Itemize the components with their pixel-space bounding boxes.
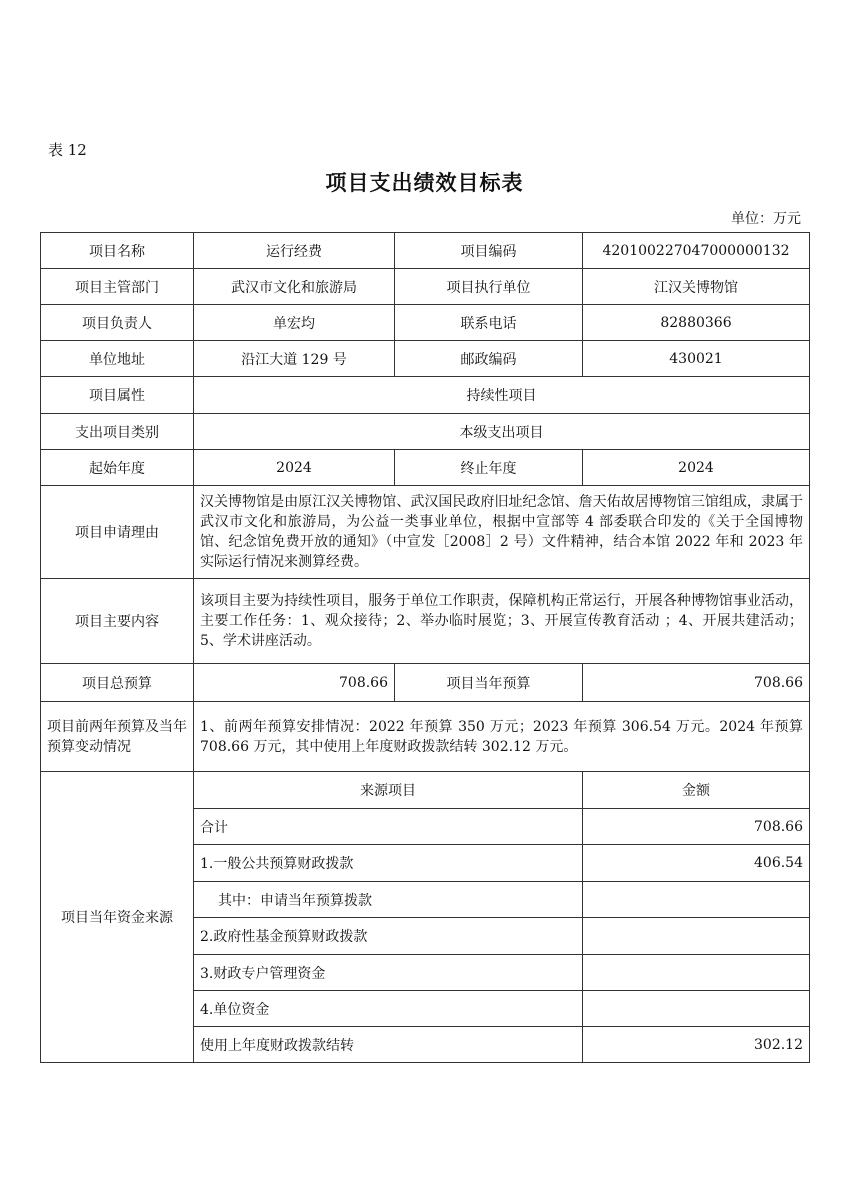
change-value: 1、前两年预算安排情况：2022 年预算 350 万元；2023 年预算 306.54 万元。2024 年预算 708.66 万元，其中使用上年度财政拨款结转 302.12 万元。 <box>194 702 810 772</box>
leader-value: 单宏均 <box>194 305 395 341</box>
attr-value: 持续性项目 <box>194 377 810 414</box>
funding-amount <box>583 955 810 991</box>
dept-value: 武汉市文化和旅游局 <box>194 269 395 305</box>
end-label: 终止年度 <box>395 450 583 486</box>
dept-label: 项目主管部门 <box>41 269 194 305</box>
content-value: 该项目主要为持续性项目，服务于单位工作职责，保障机构正常运行，开展各种博物馆事业活动，主要工作任务：1、观众接待；2、举办临时展览；3、开展宣传教育活动 ；4、开展共建活动；5、学术讲座活动。 <box>194 579 810 664</box>
table-number: 表 12 <box>48 141 87 159</box>
phone-label: 联系电话 <box>395 305 583 341</box>
cat-value: 本级支出项目 <box>194 414 810 450</box>
content-label: 项目主要内容 <box>41 579 194 664</box>
funding-amount <box>583 991 810 1027</box>
exec-value: 江汉关博物馆 <box>583 269 810 305</box>
page-title: 项目支出绩效目标表 <box>325 170 524 195</box>
table-row <box>41 450 810 486</box>
name-value: 运行经费 <box>194 233 395 269</box>
table-row <box>41 772 810 809</box>
exec-label: 项目执行单位 <box>395 269 583 305</box>
funding-source: 4.单位资金 <box>194 991 583 1027</box>
table-row <box>41 341 810 377</box>
funding-amount <box>583 918 810 955</box>
reason-value: 汉关博物馆是由原江汉关博物馆、武汉国民政府旧址纪念馆、詹天佑故居博物馆三馆组成，隶属于武汉市文化和旅游局，为公益一类事业单位，根据中宣部等 4 部委联合印发的《关于全国博物馆、纪念馆免费开放的通知》（中宣发［2008］2 号）文件精神，结合本馆 2022 年和 2023 年实际运行情况来测算经费。 <box>194 486 810 579</box>
table-row <box>41 269 810 305</box>
funding-amount <box>583 882 810 918</box>
table-row <box>41 702 810 772</box>
funding-header-amount: 金额 <box>583 772 810 809</box>
total-value: 708.66 <box>194 664 395 702</box>
phone-value: 82880366 <box>583 305 810 341</box>
funding-label: 项目当年资金来源 <box>41 772 194 1063</box>
year-label: 项目当年预算 <box>395 664 583 702</box>
table-row <box>41 414 810 450</box>
addr-value: 沿江大道 129 号 <box>194 341 395 377</box>
table-row <box>41 305 810 341</box>
start-value: 2024 <box>194 450 395 486</box>
name-label: 项目名称 <box>41 233 194 269</box>
addr-label: 单位地址 <box>41 341 194 377</box>
funding-source: 1.一般公共预算财政拨款 <box>194 845 583 882</box>
funding-header-source: 来源项目 <box>194 772 583 809</box>
table-row <box>41 579 810 664</box>
funding-source: 2.政府性基金预算财政拨款 <box>194 918 583 955</box>
table-row <box>41 233 810 269</box>
funding-amount: 302.12 <box>583 1027 810 1063</box>
performance-target-table <box>40 232 810 1063</box>
post-label: 邮政编码 <box>395 341 583 377</box>
total-label: 项目总预算 <box>41 664 194 702</box>
unit-label: 单位：万元 <box>731 211 801 227</box>
table-row <box>41 377 810 414</box>
funding-source: 合计 <box>194 809 583 845</box>
start-label: 起始年度 <box>41 450 194 486</box>
end-value: 2024 <box>583 450 810 486</box>
funding-source: 3.财政专户管理资金 <box>194 955 583 991</box>
leader-label: 项目负责人 <box>41 305 194 341</box>
funding-source: 其中：申请当年预算拨款 <box>194 882 583 918</box>
cat-label: 支出项目类别 <box>41 414 194 450</box>
code-value: 420100227047000000132 <box>583 233 810 269</box>
funding-amount: 406.54 <box>583 845 810 882</box>
attr-label: 项目属性 <box>41 377 194 414</box>
code-label: 项目编码 <box>395 233 583 269</box>
funding-amount: 708.66 <box>583 809 810 845</box>
post-value: 430021 <box>583 341 810 377</box>
table-row <box>41 486 810 579</box>
year-value: 708.66 <box>583 664 810 702</box>
change-label: 项目前两年预算及当年预算变动情况 <box>41 702 194 772</box>
reason-label: 项目申请理由 <box>41 486 194 579</box>
funding-source: 使用上年度财政拨款结转 <box>194 1027 583 1063</box>
table-row <box>41 664 810 702</box>
